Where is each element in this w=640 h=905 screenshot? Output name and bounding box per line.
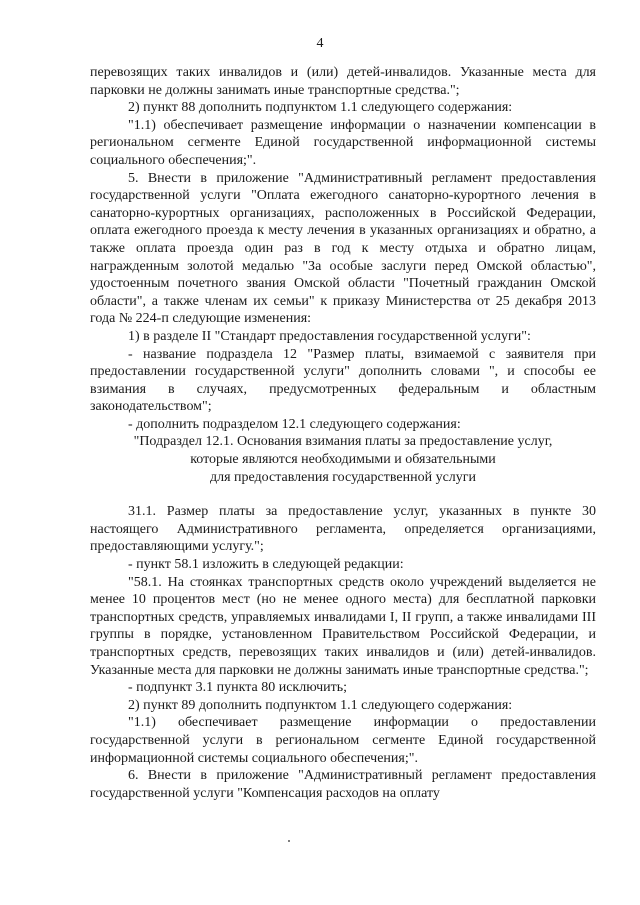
paragraph: - подпункт 3.1 пункта 80 исключить; (128, 680, 348, 696)
subsection-heading-line: "Подраздел 12.1. Основания взимания платы за предоставление услуг, (133, 434, 553, 450)
paragraph: перевозящих таких инвалидов и (или) детей-инвалидов. Указанные места для парковки не должны занимать иные транспортные средства."; (90, 65, 596, 98)
paragraph: "58.1. На стоянках транспортных средств около учреждений выделяется не менее 10 процентов мест (но не менее одного места) для бесплатной парковки транспортных средств, управляемых инвалидами I, II групп, а также инвалидами III группы в порядке, установленном Правительством Российской Федерации, и транспортных средств, перевозящих таких инвалидов и (или) детей-инвалидов. Указанные места для парковки не должны занимать иные транспортные средства."; (90, 574, 596, 678)
paragraph: 5. Внести в приложение "Административный регламент предоставления государственной услуги "Оплата ежегодного санаторно-курортного лечения в санаторно-курортных организациях, расположенных в Российской Федерации, оплата ежегодного проезда к месту лечения в указанных организациях и обратно, а также оплата проезда один раз в год к месту отдыха и обратно лицам, награжденным золотой медалью "За особые заслуги перед Омской областью", удостоенным почетного звания Омской области "Почетный гражданин Омской области", а также членам их семьи" к приказу Министерства от 25 декабря 2013 года № 224-п следующие изменения: (90, 170, 596, 327)
paragraph: "1.1) обеспечивает размещение информации о назначении компенсации в региональном сегменте Единой государственной информационной системы социального обеспечения;". (90, 117, 596, 168)
paragraph: "1.1) обеспечивает размещение информации о предоставлении государственной услуги в региональном сегменте Единой государственной информационной системы социального обеспечения;". (90, 715, 596, 766)
subsection-heading-line: для предоставления государственной услуги (209, 469, 477, 485)
paragraph: 6. Внести в приложение "Административный регламент предоставления государственной услуги "Компенсация расходов на оплату (90, 768, 596, 801)
paragraph: - дополнить подразделом 12.1 следующего содержания: (128, 416, 461, 432)
paragraph: - название подраздела 12 "Размер платы, взимаемой с заявителя при предоставлении государственной услуги" дополнить словами ", и способы ее взимания в случаях, предусмотренных федеральным и областным законодательством"; (90, 346, 596, 415)
document-body (90, 64, 596, 802)
blank-line (90, 486, 596, 503)
paragraph: 31.1. Размер платы за предоставление услуг, указанных в пункте 30 настоящего Административного регламента, определяется организациями, предоставляющими услугу."; (90, 504, 596, 555)
scan-speck (288, 840, 290, 842)
page-number: 4 (316, 36, 324, 51)
paragraph: 2) пункт 88 дополнить подпунктом 1.1 следующего содержания: (128, 100, 513, 116)
paragraph: 1) в разделе II "Стандарт предоставления государственной услуги": (128, 328, 531, 344)
paragraph: 2) пункт 89 дополнить подпунктом 1.1 следующего содержания: (128, 697, 513, 713)
paragraph: - пункт 58.1 изложить в следующей редакции: (128, 557, 404, 573)
subsection-heading-line: которые являются необходимыми и обязательными (190, 452, 496, 468)
